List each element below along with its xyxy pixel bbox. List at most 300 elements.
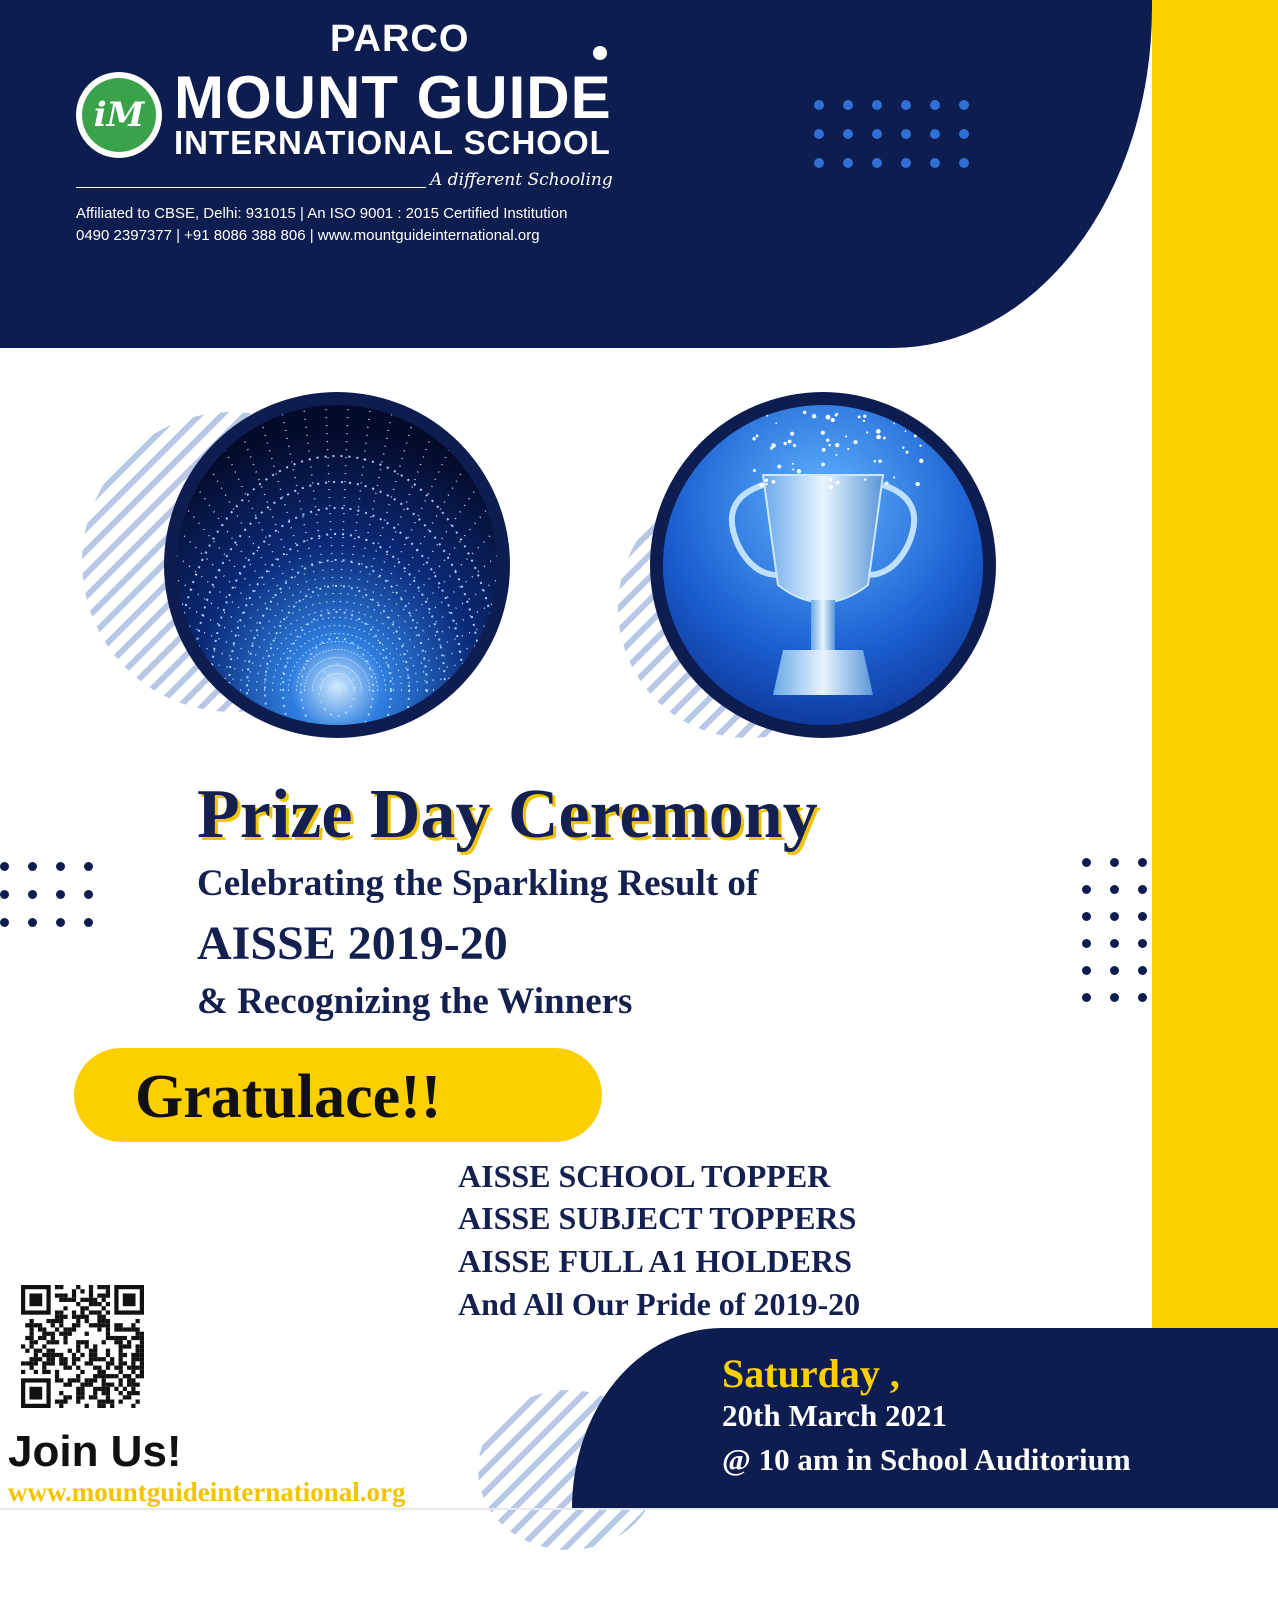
qr-module [63, 1327, 67, 1331]
qr-module [123, 1361, 127, 1365]
sparkle [874, 460, 876, 462]
qr-module [136, 1400, 140, 1404]
qr-module [42, 1344, 46, 1348]
qr-module [89, 1293, 93, 1297]
decorative-dot [84, 918, 93, 927]
qr-module [106, 1310, 110, 1314]
qr-module [51, 1319, 55, 1323]
qr-module [123, 1336, 127, 1340]
decorative-dot [1110, 858, 1119, 867]
bottom-border [0, 1508, 1278, 1510]
qr-module [59, 1323, 63, 1327]
qr-module [123, 1353, 127, 1357]
qr-module [127, 1378, 131, 1382]
qr-module [110, 1361, 114, 1365]
qr-module [29, 1366, 33, 1370]
qr-module [131, 1391, 135, 1395]
qr-module [46, 1353, 50, 1357]
qr-module [106, 1332, 110, 1336]
parent-brand: PARCO [330, 18, 470, 60]
qr-module [102, 1340, 106, 1344]
sparkle [835, 443, 839, 447]
qr-module [80, 1298, 84, 1302]
qr-module [102, 1306, 106, 1310]
qr-module [42, 1361, 46, 1365]
qr-module [29, 1340, 33, 1344]
qr-module [59, 1404, 63, 1408]
qr-module [93, 1374, 97, 1378]
sparkle [775, 422, 777, 424]
sparkle [803, 411, 807, 415]
topper-item: And All Our Pride of 2019-20 [458, 1286, 861, 1322]
qr-module [123, 1395, 127, 1399]
qr-module [114, 1327, 118, 1331]
qr-module [68, 1349, 72, 1353]
qr-module [93, 1349, 97, 1353]
qr-module [72, 1327, 76, 1331]
qr-module [131, 1366, 135, 1370]
sparkle [790, 432, 794, 436]
qr-module [76, 1344, 80, 1348]
qr-module [140, 1366, 144, 1370]
sparkle [915, 482, 919, 486]
qr-module [123, 1327, 127, 1331]
qr-module [59, 1353, 63, 1357]
qr-module [106, 1400, 110, 1404]
qr-module [85, 1361, 89, 1365]
qr-module [59, 1361, 63, 1365]
qr-module [38, 1327, 42, 1331]
qr-module [93, 1391, 97, 1395]
qr-module [34, 1353, 38, 1357]
sparkle [821, 463, 825, 467]
qr-module [127, 1366, 131, 1370]
qr-module [114, 1374, 118, 1378]
qr-module [51, 1349, 55, 1353]
decorative-dot [959, 100, 969, 110]
qr-module [80, 1395, 84, 1399]
sparkle [835, 414, 838, 417]
sparkle [822, 448, 826, 452]
decorative-dot [814, 100, 824, 110]
qr-module [21, 1370, 25, 1374]
qr-module [140, 1353, 144, 1357]
qr-module [85, 1332, 89, 1336]
event-day: Saturday , [722, 1351, 900, 1396]
qr-module [85, 1319, 89, 1323]
qr-module [102, 1298, 106, 1302]
qr-module [102, 1323, 106, 1327]
qr-module [106, 1289, 110, 1293]
qr-module [89, 1357, 93, 1361]
join-us-label: Join Us! [8, 1427, 182, 1476]
qr-module [119, 1383, 123, 1387]
qr-module [127, 1395, 131, 1399]
sparkle [864, 478, 866, 480]
qr-module [80, 1340, 84, 1344]
qr-module [63, 1395, 67, 1399]
sparkle [893, 476, 895, 478]
qr-module [110, 1383, 114, 1387]
qr-module [76, 1340, 80, 1344]
event-title: Prize Day Ceremony [197, 776, 818, 853]
qr-module [119, 1336, 123, 1340]
sparkle [783, 442, 786, 445]
qr-module [34, 1357, 38, 1361]
qr-module [85, 1383, 89, 1387]
qr-module [140, 1336, 144, 1340]
qr-module [106, 1353, 110, 1357]
decorative-dot [959, 158, 969, 168]
gratulace-text: Gratulace!! [135, 1063, 442, 1131]
qr-module [140, 1374, 144, 1378]
qr-module [140, 1349, 144, 1353]
qr-module [119, 1366, 123, 1370]
qr-module [106, 1319, 110, 1323]
decorative-dot [56, 862, 65, 871]
qr-module [85, 1315, 89, 1319]
qr-module [89, 1361, 93, 1365]
qr-module [55, 1370, 59, 1374]
school-name: MOUNT GUIDE [174, 64, 612, 131]
decorative-dot [930, 129, 940, 139]
qr-module [119, 1344, 123, 1348]
qr-module [29, 1357, 33, 1361]
qr-module [68, 1378, 72, 1382]
qr-module [29, 1323, 33, 1327]
decorative-dot [901, 158, 911, 168]
sparkle [883, 437, 886, 440]
logo-dot [593, 46, 607, 60]
qr-module [51, 1332, 55, 1336]
qr-module [63, 1357, 67, 1361]
qr-module [59, 1315, 63, 1319]
qr-module [97, 1400, 101, 1404]
decorative-dot [901, 129, 911, 139]
sparkle [885, 482, 888, 485]
qr-module [59, 1332, 63, 1336]
qr-module [55, 1315, 59, 1319]
qr-module [131, 1370, 135, 1374]
qr-module [89, 1383, 93, 1387]
sparkle [765, 483, 767, 485]
qr-module [29, 1344, 33, 1348]
qr-module [114, 1340, 118, 1344]
qr-module [55, 1319, 59, 1323]
qr-finder [29, 1387, 42, 1400]
qr-module [136, 1332, 140, 1336]
qr-module [55, 1374, 59, 1378]
decorative-dot [56, 890, 65, 899]
qr-module [42, 1353, 46, 1357]
qr-module [102, 1374, 106, 1378]
sparkle [788, 440, 792, 444]
qr-module [114, 1366, 118, 1370]
qr-module [93, 1344, 97, 1348]
qr-module [63, 1298, 67, 1302]
qr-module [59, 1400, 63, 1404]
sparkle [919, 444, 921, 446]
qr-module [59, 1293, 63, 1297]
sparkle [866, 431, 868, 433]
qr-module [97, 1366, 101, 1370]
qr-module [131, 1387, 135, 1391]
qr-module [63, 1293, 67, 1297]
qr-module [59, 1310, 63, 1314]
yellow-side-bar [1152, 0, 1278, 1333]
sparkle [902, 446, 904, 448]
qr-code-icon[interactable] [21, 1285, 144, 1408]
qr-module [29, 1336, 33, 1340]
contact-text: 0490 2397377 | +91 8086 388 806 | www.mountguideinternational.org [76, 227, 540, 244]
logo-mark: iM [93, 95, 145, 135]
decorative-dot [0, 862, 9, 871]
topper-item: AISSE SCHOOL TOPPER [458, 1158, 831, 1194]
sparkle [826, 415, 831, 420]
decorative-dot [843, 129, 853, 139]
qr-module [72, 1298, 76, 1302]
qr-module [136, 1344, 140, 1348]
qr-module [110, 1404, 114, 1408]
qr-module [76, 1323, 80, 1327]
qr-module [76, 1387, 80, 1391]
qr-module [140, 1344, 144, 1348]
qr-module [106, 1323, 110, 1327]
event-venue: @ 10 am in School Auditorium [722, 1442, 1131, 1477]
decorative-dot [56, 918, 65, 927]
sparkle [906, 451, 909, 454]
decorative-dot [1138, 885, 1147, 894]
light-tunnel-image [177, 405, 497, 725]
event-exam: AISSE 2019-20 [197, 917, 508, 970]
decorative-dot [843, 158, 853, 168]
qr-module [38, 1323, 42, 1327]
qr-module [55, 1378, 59, 1382]
qr-module [68, 1366, 72, 1370]
qr-module [85, 1306, 89, 1310]
qr-module [63, 1315, 67, 1319]
qr-module [93, 1366, 97, 1370]
qr-module [76, 1366, 80, 1370]
qr-module [93, 1357, 97, 1361]
qr-module [76, 1315, 80, 1319]
qr-module [42, 1327, 46, 1331]
sparkle [828, 444, 830, 446]
sparkle [845, 435, 847, 437]
qr-finder [29, 1293, 42, 1306]
qr-module [102, 1383, 106, 1387]
header-divider [76, 187, 426, 188]
qr-module [29, 1319, 33, 1323]
qr-module [89, 1310, 93, 1314]
qr-module [131, 1357, 135, 1361]
qr-module [85, 1344, 89, 1348]
school-logo-icon [76, 72, 162, 158]
decorative-dot [1082, 858, 1091, 867]
qr-module [80, 1315, 84, 1319]
qr-module [89, 1349, 93, 1353]
qr-module [80, 1306, 84, 1310]
topper-item: AISSE FULL A1 HOLDERS [458, 1243, 852, 1279]
sparkle [863, 420, 865, 422]
qr-module [119, 1378, 123, 1382]
qr-module [72, 1378, 76, 1382]
qr-module [89, 1378, 93, 1382]
qr-finder [123, 1293, 136, 1306]
qr-module [51, 1323, 55, 1327]
decorative-dot [930, 100, 940, 110]
decorative-dot [872, 100, 882, 110]
qr-module [85, 1404, 89, 1408]
qr-module [97, 1327, 101, 1331]
qr-module [110, 1374, 114, 1378]
qr-module [34, 1349, 38, 1353]
qr-module [136, 1357, 140, 1361]
photo-left-frame [164, 392, 510, 738]
qr-module [106, 1383, 110, 1387]
website-link[interactable]: www.mountguideinternational.org [8, 1477, 406, 1507]
decorative-dot [901, 100, 911, 110]
qr-module [114, 1387, 118, 1391]
qr-module [51, 1361, 55, 1365]
decorative-dot [1110, 885, 1119, 894]
qr-module [80, 1370, 84, 1374]
sparkle [831, 418, 835, 422]
decorative-dot [843, 100, 853, 110]
qr-module [72, 1315, 76, 1319]
qr-module [136, 1374, 140, 1378]
qr-module [89, 1285, 93, 1289]
qr-module [93, 1378, 97, 1382]
qr-module [76, 1391, 80, 1395]
qr-module [131, 1353, 135, 1357]
sparkle [772, 480, 776, 484]
qr-module [136, 1391, 140, 1395]
qr-module [21, 1361, 25, 1365]
qr-module [51, 1336, 55, 1340]
qr-module [34, 1370, 38, 1374]
qr-module [119, 1323, 123, 1327]
sparkle [847, 448, 849, 450]
qr-module [93, 1387, 97, 1391]
qr-module [59, 1319, 63, 1323]
qr-module [89, 1289, 93, 1293]
decorative-dot [1110, 912, 1119, 921]
photo-right-frame [650, 392, 996, 738]
qr-module [76, 1285, 80, 1289]
qr-module [46, 1340, 50, 1344]
qr-module [136, 1319, 140, 1323]
decorative-dot [1082, 993, 1091, 1002]
qr-module [119, 1327, 123, 1331]
decorative-dot [1082, 912, 1091, 921]
qr-module [68, 1395, 72, 1399]
left-dot-pattern [0, 862, 112, 946]
qr-module [80, 1391, 84, 1395]
qr-module [76, 1378, 80, 1382]
qr-module [97, 1302, 101, 1306]
qr-module [72, 1310, 76, 1314]
decorative-dot [1138, 993, 1147, 1002]
qr-module [136, 1336, 140, 1340]
qr-module [102, 1404, 106, 1408]
qr-module [46, 1361, 50, 1365]
sparkle [793, 444, 796, 447]
decorative-dot [872, 129, 882, 139]
qr-module [127, 1344, 131, 1348]
qr-module [76, 1400, 80, 1404]
decorative-dot [1138, 858, 1147, 867]
qr-module [140, 1357, 144, 1361]
qr-module [38, 1349, 42, 1353]
qr-module [85, 1298, 89, 1302]
qr-module [29, 1361, 33, 1365]
qr-module [72, 1361, 76, 1365]
sparkle [835, 454, 837, 456]
qr-module [131, 1323, 135, 1327]
qr-module [46, 1370, 50, 1374]
qr-module [93, 1353, 97, 1357]
qr-module [76, 1357, 80, 1361]
qr-module [102, 1357, 106, 1361]
qr-module [97, 1404, 101, 1408]
qr-module [140, 1361, 144, 1365]
qr-module [72, 1293, 76, 1297]
qr-module [136, 1353, 140, 1357]
qr-module [68, 1332, 72, 1336]
event-subtitle: Celebrating the Sparkling Result of [197, 863, 759, 904]
qr-module [76, 1349, 80, 1353]
qr-module [97, 1319, 101, 1323]
qr-module [25, 1361, 29, 1365]
qr-module [119, 1340, 123, 1344]
qr-module [46, 1332, 50, 1336]
qr-module [63, 1400, 67, 1404]
qr-module [76, 1395, 80, 1399]
qr-module [59, 1285, 63, 1289]
qr-module [80, 1289, 84, 1293]
qr-module [114, 1323, 118, 1327]
qr-module [127, 1391, 131, 1395]
sparkle [919, 459, 923, 463]
qr-module [93, 1395, 97, 1399]
qr-module [97, 1310, 101, 1314]
qr-module [55, 1353, 59, 1357]
qr-module [63, 1361, 67, 1365]
qr-module [123, 1387, 127, 1391]
decorative-dot [959, 129, 969, 139]
decorative-dot [28, 862, 37, 871]
qr-module [127, 1340, 131, 1344]
qr-module [106, 1349, 110, 1353]
sparkle [797, 469, 801, 473]
qr-module [127, 1327, 131, 1331]
qr-module [102, 1315, 106, 1319]
qr-module [110, 1336, 114, 1340]
qr-module [63, 1340, 67, 1344]
qr-module [89, 1395, 93, 1399]
qr-module [34, 1340, 38, 1344]
qr-module [46, 1319, 50, 1323]
qr-module [93, 1323, 97, 1327]
sparkle [765, 479, 768, 482]
sparkle [756, 435, 759, 438]
sparkle [878, 460, 881, 463]
qr-module [59, 1298, 63, 1302]
qr-module [76, 1374, 80, 1378]
sparkle [766, 414, 768, 416]
sparkle [770, 447, 773, 450]
